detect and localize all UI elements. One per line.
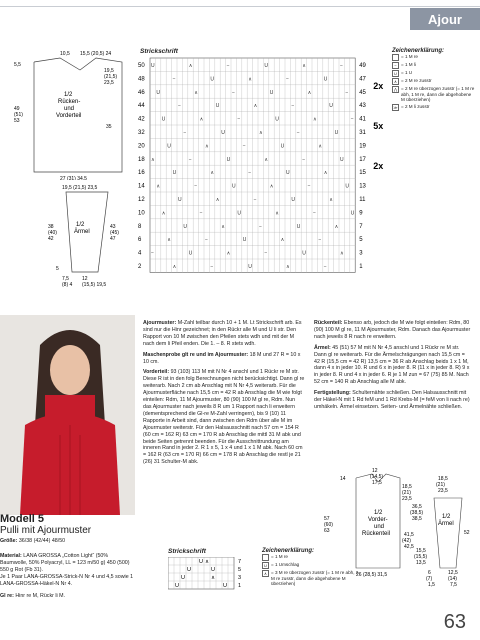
bs-sleeve-mid-1: 15,5: [416, 548, 426, 554]
chart-stitch-symbol: −: [253, 197, 257, 203]
repeat-label: 2x: [373, 161, 384, 172]
bs-arm-3: 23,5: [402, 496, 412, 502]
legend-item-text: = 2 M re zusstr: [401, 78, 432, 83]
para-maschenprobe-text: 18 M und 27 R = 10 x 10 cm.: [143, 351, 301, 365]
right-column: [314, 320, 472, 415]
model-subtitle: Pulli mit Ajourmuster: [0, 525, 92, 536]
para-fertigstellung-text: Schulternähte schließen. Den Halsausschnitt mit der Häkel-N mit 1 Rd feM und 1 Rd Krebs-M (= feM von li nach re) umhäkeln. Ärmel einsetzen. Seiten- und Ärmelnähte schließen.: [314, 390, 470, 410]
para-rueckenteil-text: Ebenso arb, jedoch die M wie folgt einteilen: Rdm, 80 (90) 100 M gl re, 11 M Ajourmuster, Rdm. Danach das Ajourmuster nach jeweils 8 R nach re erweitern.: [314, 320, 471, 340]
chart-row-label: 5: [359, 237, 363, 244]
bs-bottom: 26 (28,5) 31,5: [356, 572, 388, 578]
sleeve-right-1: 43: [110, 224, 116, 230]
chart-row-label: 11: [359, 197, 366, 203]
para-aermel-head: Ärmel:: [314, 344, 331, 351]
legend-item: [392, 70, 476, 77]
chart-row-label: 6: [138, 237, 142, 244]
bs-inner-1: 36,5: [412, 504, 422, 510]
chart-stitch-symbol: ∧: [323, 170, 328, 177]
bs-inner-3: 38,5: [412, 516, 422, 522]
bs-inner-2: (38,5): [410, 510, 424, 516]
chart-stitch-symbol: −: [210, 264, 214, 270]
small-chart-symbol: ∧: [211, 575, 216, 581]
stitch-symbol-icon: [392, 54, 399, 61]
chart-stitch-symbol: −: [313, 210, 316, 217]
top-rule: [0, 6, 480, 7]
chart-row-label: 31: [359, 130, 366, 136]
legend-item: [392, 62, 476, 69]
bs-sleeve-top-1: 18,5: [438, 476, 448, 482]
chart-stitch-symbol: −: [237, 116, 241, 123]
material-label: Material:: [0, 552, 22, 559]
chart-stitch-symbol: ∧: [329, 197, 333, 203]
bs-label-1: 1/2: [374, 510, 383, 516]
dim-side-right: 35: [106, 124, 112, 130]
legend-item: [392, 86, 476, 103]
chart-stitch-symbol: ∧: [210, 170, 215, 177]
body-schematic: [0, 40, 135, 180]
bs-side-r2: (42): [402, 538, 411, 544]
chart-stitch-symbol: ∧: [188, 63, 193, 69]
model-material: [0, 553, 135, 574]
small-chart-row-label: 7: [238, 559, 242, 565]
bs-sleeve-label-2: Ärmel: [438, 521, 454, 527]
small-chart-row-label: 1: [238, 583, 242, 589]
model-size: [0, 538, 135, 545]
bs-arm-2: (21): [402, 490, 411, 496]
model-heading: Modell 5: [0, 513, 45, 525]
para-maschenprobe-head: Maschenprobe glt re und im Ajourmuster:: [143, 351, 249, 358]
chart-stitch-symbol: U: [286, 170, 290, 177]
chart-stitch-symbol: −: [350, 116, 354, 123]
para-maschenprobe: [143, 352, 305, 366]
chart-row-label: 49: [359, 63, 366, 69]
legend-item: [392, 78, 476, 85]
dim-shoulder: 5,5: [14, 62, 21, 68]
schem-label-4: Vorderteil: [56, 113, 82, 119]
chart-stitch-symbol: −: [188, 156, 192, 163]
legend-item-text: = 1 M li: [401, 62, 416, 67]
para-rueckenteil-head: Rückenteil:: [314, 320, 343, 326]
chart-row-label: 1: [359, 264, 363, 270]
chart-stitch-symbol: ∧: [318, 143, 323, 150]
size-label: Größe:: [0, 538, 18, 544]
chart-stitch-symbol: −: [296, 130, 300, 136]
chart-row-label: 18: [138, 156, 145, 163]
para-aermel: [314, 345, 472, 386]
chart-stitch-symbol: U: [183, 223, 188, 230]
legend-item-text: = 1 U: [401, 70, 413, 75]
chart-row-label: 12: [138, 197, 145, 203]
chart-stitch-symbol: U: [296, 223, 301, 230]
para-fertigstellung: [314, 390, 472, 411]
chart-stitch-symbol: U: [291, 197, 296, 203]
chart-stitch-symbol: −: [302, 156, 306, 163]
chart-stitch-symbol: −: [172, 76, 176, 83]
chart-stitch-symbol: −: [183, 130, 187, 136]
schem-label-2: Rücken-: [58, 99, 81, 105]
para-vorderteil-text: 93 (103) 113 M mit N Nr 4 anschl und 1 Rückr re M str. Diese R ist in den folg Berechnungen nicht berücksichtigt. Dann gl re weiterarb. Nach 2 cm ab Anschlag mit N Nr 4,5 weiterarb. Für die Ajourmusterfläche nach 15,5 cm = 42 R ab Anschlag die M wie folgt einteilen: Rdm, 11 M Ajourmuster, 80 (90) 100 M gl re, Rdm. Nun das Ajourmuster nach jeweils 8 R um 1 Rapport nach li erweitern (dementsprechend die Gl-re M-Zahl verringern), bis 9 (10) 11 Rapporte in Arbeit sind, dann zwischen den Rdm über alle M im Ajourmuster weiterstr. Für den Halsausschnitt nach 57 cm = 154 R (60 cm = 162 R) 63 cm = 170 R ab Anschlag die mittl 31 M abk und beide Seiten getrennt beenden. Für die Ausschnittrundung am inneren Rand in jeder 2. R 1 x 5, 1 x 4 und 1 x 1 M abk. Nach 60 cm = 162 R (63 cm = 170 R) 66 cm = 178 R ab Anschlag die restl je 21 (26) 31 Schulter-M abk.: [143, 369, 305, 466]
size-value: 36/38 (42/44) 48/50: [17, 538, 66, 544]
chart-stitch-symbol: U: [345, 183, 350, 190]
bs-side-1: 57: [324, 516, 330, 522]
chart-stitch-symbol: U: [226, 156, 231, 163]
chart-stitch-symbol: U: [178, 197, 182, 203]
bs-side-2: (60): [324, 522, 333, 528]
chart-stitch-symbol: −: [307, 183, 311, 190]
sleeve-left-2: (40): [48, 230, 57, 236]
chart-stitch-symbol: ∧: [221, 223, 225, 230]
chart-row-label: 45: [359, 89, 366, 96]
chart-stitch-symbol: −: [264, 250, 268, 257]
chart-stitch-symbol: −: [259, 223, 262, 230]
chart-stitch-symbol: U: [172, 170, 177, 177]
chart-title: Strickschrift: [140, 48, 178, 55]
chart-row-label: 10: [138, 210, 145, 217]
chart-stitch-symbol: U: [280, 143, 285, 150]
sleeve-schematic: [0, 182, 135, 292]
dim-right-3: 23,5: [104, 80, 114, 86]
chart-stitch-symbol: −: [248, 170, 252, 177]
para-ajourmuster-head: Ajourmuster:: [143, 320, 177, 326]
chart-row-label: 13: [359, 183, 366, 190]
chart-stitch-symbol: −: [226, 63, 230, 69]
chart-stitch-symbol: U: [167, 143, 171, 150]
chart-row-label: 47: [359, 76, 366, 83]
small-legend-text-3: = 3 M re überzogen zusstr (= 1 M re abh, 2 M re zusstr, dann die abgehobene M überziehen): [271, 570, 359, 587]
glre-text: Hinr re M, Rückr li M.: [13, 593, 66, 600]
chart-stitch-symbol: −: [205, 237, 208, 244]
chart-stitch-symbol: ∧: [340, 250, 344, 257]
chart-row-label: 8: [138, 223, 142, 230]
chart-stitch-symbol: ∧: [161, 210, 166, 217]
small-legend: [262, 548, 360, 588]
chart-row-label: 41: [359, 116, 366, 123]
legend-items: [392, 54, 476, 111]
bs-sleeve-bottom-5: (14): [448, 576, 457, 582]
small-chart-symbol: U: [211, 567, 215, 573]
chart-stitch-symbol: −: [318, 237, 322, 244]
glre-label: Gl re:: [0, 593, 14, 600]
stitch-symbol-icon: U: [392, 70, 399, 77]
chart-stitch-symbol: −: [286, 76, 289, 83]
chart-stitch-symbol: ∧: [259, 130, 263, 136]
para-ajourmuster-text: M-Zahl teilbar durch 10 + 1 M. Lt Strickschrift arb. Es sind nur die Hinr gezeichnet; in den Rückr alle M und U li str. Den Rapport von 10 M zwischen den Pfeilen stets wdh und mit der M nach dem li Pfeil enden. Die 1. – 8. R stets wdh.: [143, 320, 302, 347]
chart-row-label: 7: [359, 223, 363, 230]
knit-stitch-icon: [262, 554, 269, 561]
chart-row-label: 32: [138, 130, 145, 136]
chart-row-label: 20: [138, 143, 145, 150]
bs-sleeve-top-3: 23,5: [438, 488, 448, 494]
chart-stitch-symbol: −: [340, 63, 343, 69]
chart-row-label: 9: [359, 210, 363, 217]
bs-label-4: Rückenteil: [362, 531, 391, 537]
decrease-icon: ∧: [262, 570, 269, 577]
chart-stitch-symbol: −: [232, 89, 235, 96]
chart-stitch-symbol: U: [215, 103, 220, 110]
chart-stitch-symbol: ∧: [334, 223, 339, 230]
repeat-label: 5x: [373, 121, 384, 131]
chart-stitch-symbol: ∧: [215, 197, 220, 203]
small-chart-symbol: U: [223, 583, 227, 589]
middle-column: [143, 320, 305, 470]
chart-row-label: 4: [138, 250, 142, 257]
bs-sleeve-top-2: (21): [436, 482, 445, 488]
legend-item-text: = 2 M li zusstr: [401, 103, 430, 109]
stitch-symbol-icon: −: [392, 62, 399, 69]
dim-right-1: 19,5: [104, 68, 114, 74]
chart-stitch-symbol: ∧: [307, 89, 312, 96]
chart-stitch-symbol: ∧: [194, 89, 198, 96]
para-aermel-text: 45 (51) 57 M mit N Nr 4,5 anschl und 1 Rückr re M str. Dann gl re weiterarb. Für die Ärmelschrägungen nach 15,5 cm = 42 R (15,5 cm = 42 R) 13,5 cm = 36 R ab Anschlag beids 1 x 1 M, dann 4 x in jeder 10. R und 6 x in jeder 8. R (11 x in jeder 8. R) 9 x in jeder 8. R und 4 x in jeder 6. R je 1 M zun = 67 (75) 85 M. Nach 52 cm = 140 R ab Anschlag alle M abk.: [314, 344, 470, 386]
bs-sleeve-bottom-3: 1,5: [428, 582, 435, 588]
small-legend-text-2: = 1 Umschlag: [271, 562, 300, 567]
bs-sleeve-bottom-6: 7,5: [450, 582, 457, 588]
bs-side-r1: 41,5: [404, 532, 414, 538]
page-number: 63: [443, 611, 466, 633]
sleeve-right-3: 47: [110, 236, 116, 242]
bs-sleeve-bottom-1: 6: [428, 570, 431, 576]
chart-stitch-symbol: −: [291, 103, 295, 110]
small-legend-item-3: [262, 570, 360, 587]
chart-stitch-symbol: ∧: [253, 103, 258, 110]
small-chart-row-label: 3: [238, 575, 242, 581]
para-rueckenteil: [314, 320, 472, 341]
chart-stitch-symbol: U: [334, 130, 339, 136]
dim-bottom: 27 (31) 34,5: [60, 176, 87, 180]
chart-stitch-symbol: U: [275, 116, 279, 123]
model-info: [0, 513, 135, 600]
chart-stitch-symbol: U: [237, 210, 242, 217]
small-legend-text-1: = 1 M re: [271, 554, 288, 559]
chart-row-label: 50: [138, 63, 145, 69]
chart-stitch-symbol: U: [269, 89, 274, 96]
legend-item: [392, 54, 476, 61]
legend-item-text: = 1 M re: [401, 54, 418, 59]
sleeve-left-3: 42: [48, 236, 54, 242]
model-glre: [0, 593, 135, 600]
small-chart-symbol: ∧: [205, 559, 210, 565]
para-fertigstellung-head: Fertigstellung:: [314, 390, 351, 397]
chart-stitch-symbol: −: [199, 210, 203, 217]
section-tab: Ajour: [410, 8, 480, 30]
sleeve-label-2: Ärmel: [74, 229, 90, 235]
small-chart-symbol: U: [199, 559, 203, 565]
chart-stitch-symbol: U: [210, 76, 215, 83]
chart-row-label: 44: [138, 103, 145, 110]
chart-stitch-symbol: ∧: [172, 264, 177, 270]
chart-stitch-symbol: ∧: [313, 116, 317, 123]
small-chart-symbol: U: [175, 583, 179, 589]
small-chart: [168, 557, 252, 593]
schem-label-3: und: [64, 106, 75, 112]
chart-row-label: 3: [359, 250, 363, 257]
chart-row-label: 2: [138, 264, 142, 270]
bs-top-1: 12: [372, 468, 378, 474]
sleeve-cuff: 5: [56, 266, 59, 272]
dim-top-2: 15,5 (20,5) 24: [80, 51, 112, 57]
small-chart-symbol: U: [181, 575, 185, 581]
chart-stitch-symbol: ∧: [199, 116, 204, 123]
bs-arm-1: 18,5: [402, 484, 412, 490]
chart-stitch-symbol: ∧: [286, 264, 290, 270]
sleeve-bottom-4: (15,5) 19,5: [82, 282, 107, 288]
chart-stitch-symbol: ∧: [226, 250, 231, 257]
repeat-label: 2x: [373, 80, 384, 91]
para-vorderteil-head: Vorderteil:: [143, 369, 170, 376]
legend: [392, 48, 476, 112]
yarn-over-icon: U: [262, 562, 269, 569]
chart-row-label: 43: [359, 103, 366, 110]
schem-label-1: 1/2: [64, 92, 73, 98]
chart-row-label: 15: [359, 170, 366, 177]
chart-row-label: 42: [138, 116, 145, 123]
bs-label-2: Vorder-: [368, 517, 388, 523]
small-chart-row-label: 5: [238, 567, 242, 573]
chart-row-label: 17: [359, 156, 366, 163]
chart-stitch-symbol: −: [178, 103, 181, 110]
chart-stitch-symbol: −: [323, 264, 327, 270]
chart-row-label: 46: [138, 89, 145, 96]
small-legend-item-1: [262, 554, 360, 561]
chart-stitch-symbol: ∧: [248, 76, 252, 83]
small-chart-title: Strickschrift: [168, 548, 206, 555]
bs-sleeve-label-1: 1/2: [442, 514, 451, 520]
sleeve-bottom-1: 7,5: [62, 276, 69, 282]
chart-stitch-symbol: ∧: [280, 237, 285, 244]
chart-stitch-symbol: −: [345, 89, 349, 96]
chart-stitch-symbol: U: [151, 63, 155, 69]
chart-stitch-symbol: U: [302, 250, 306, 257]
sleeve-top-dim: 19,5 (21,5) 23,5: [62, 185, 98, 191]
para-ajourmuster: [143, 320, 305, 348]
chart-stitch-symbol: U: [350, 210, 355, 217]
chart-stitch-symbol: U: [248, 264, 252, 270]
legend-title: Zeichenerklärung:: [392, 48, 445, 54]
sleeve-bottom-2: (8) 4: [62, 282, 73, 288]
material-text: LANA GROSSA „Cotton Light“ (50% Baumwolle, 50% Polyacryl, LL = 123 m/50 g) 450 (500) 550 g Rot (Fb 31).: [0, 552, 130, 573]
small-legend-title: Zeichenerklärung:: [262, 548, 315, 554]
bs-sleeve-bottom-2: (7): [426, 576, 433, 582]
model-photo: [0, 315, 135, 515]
chart-row-label: 48: [138, 76, 145, 83]
chart-stitch-symbol: U: [329, 103, 333, 110]
model-needles: Je 1 Paar LANA-GROSSA-Strick-N Nr 4 und 4,5 sowie 1 LANA-GROSSA-Häkel-N Nr 4.: [0, 573, 134, 587]
dim-side-3: 53: [14, 118, 20, 124]
legend-item: [392, 104, 476, 111]
bs-side-3: 63: [324, 528, 330, 534]
chart-stitch-symbol: U: [232, 183, 236, 190]
chart-stitch-symbol: ∧: [156, 183, 161, 190]
chart-row-label: 16: [138, 170, 145, 177]
sleeve-right-2: (45): [110, 230, 119, 236]
small-legend-item-2: [262, 562, 360, 569]
bs-side-r3: 42,5: [404, 544, 414, 550]
dim-right-2: (21,5): [104, 74, 118, 80]
chart-stitch-symbol: ∧: [269, 183, 274, 190]
dim-top-1: 10,5: [60, 51, 70, 57]
bs-sleeve-mid-2: (15,5): [414, 554, 428, 560]
bs-top-3: 17,5: [372, 480, 382, 486]
chart-stitch-symbol: ∧: [167, 237, 171, 244]
chart-stitch-symbol: U: [242, 237, 247, 244]
knitting-chart: [138, 56, 390, 286]
bs-label-3: und: [374, 524, 385, 530]
para-vorderteil: [143, 369, 305, 466]
chart-stitch-symbol: ∧: [205, 143, 209, 150]
chart-stitch-symbol: ∧: [302, 63, 306, 69]
chart-stitch-symbol: −: [194, 183, 198, 190]
model-photo-image: [0, 315, 135, 515]
legend-item-text: = 2 M re überzogen zusstr (= 1 M re abh, 1 M re, dann die abgehobene M überziehen): [401, 86, 475, 103]
small-chart-symbol: U: [187, 567, 191, 573]
chart-row-label: 14: [138, 183, 145, 190]
dim-side-1: 49: [14, 106, 20, 112]
bs-top-2: (14,5): [370, 474, 384, 480]
chart-stitch-symbol: U: [340, 156, 344, 163]
stitch-symbol-icon: ≫: [393, 104, 398, 110]
chart-stitch-symbol: U: [188, 250, 193, 257]
chart-stitch-symbol: U: [161, 116, 166, 123]
chart-stitch-symbol: −: [242, 143, 246, 150]
sleeve-left-1: 38: [48, 224, 54, 230]
chart-stitch-symbol: U: [264, 63, 269, 69]
stitch-symbol-icon: ⋀: [393, 87, 398, 92]
chart-stitch-symbol: ∧: [275, 210, 279, 217]
stitch-symbol-icon: ∧: [392, 78, 399, 85]
chart-stitch-symbol: −: [151, 250, 154, 257]
sleeve-bottom-3: 12: [82, 276, 88, 282]
chart-stitch-symbol: U: [323, 76, 328, 83]
chart-row-label: 19: [359, 143, 366, 150]
chart-stitch-symbol: U: [221, 130, 225, 136]
bs-sleeve-right: 52: [464, 530, 470, 536]
chart-stitch-symbol: ∧: [151, 156, 155, 163]
bs-sleeve-bottom-4: 12,5: [448, 570, 458, 576]
bs-sleeve-mid-3: 13,5: [416, 560, 426, 566]
chart-stitch-symbol: U: [156, 89, 161, 96]
sleeve-label-1: 1/2: [76, 222, 85, 228]
bs-shoulder: 14: [340, 476, 346, 482]
chart-stitch-symbol: ∧: [264, 156, 269, 163]
dim-side-2: (51): [14, 112, 23, 118]
